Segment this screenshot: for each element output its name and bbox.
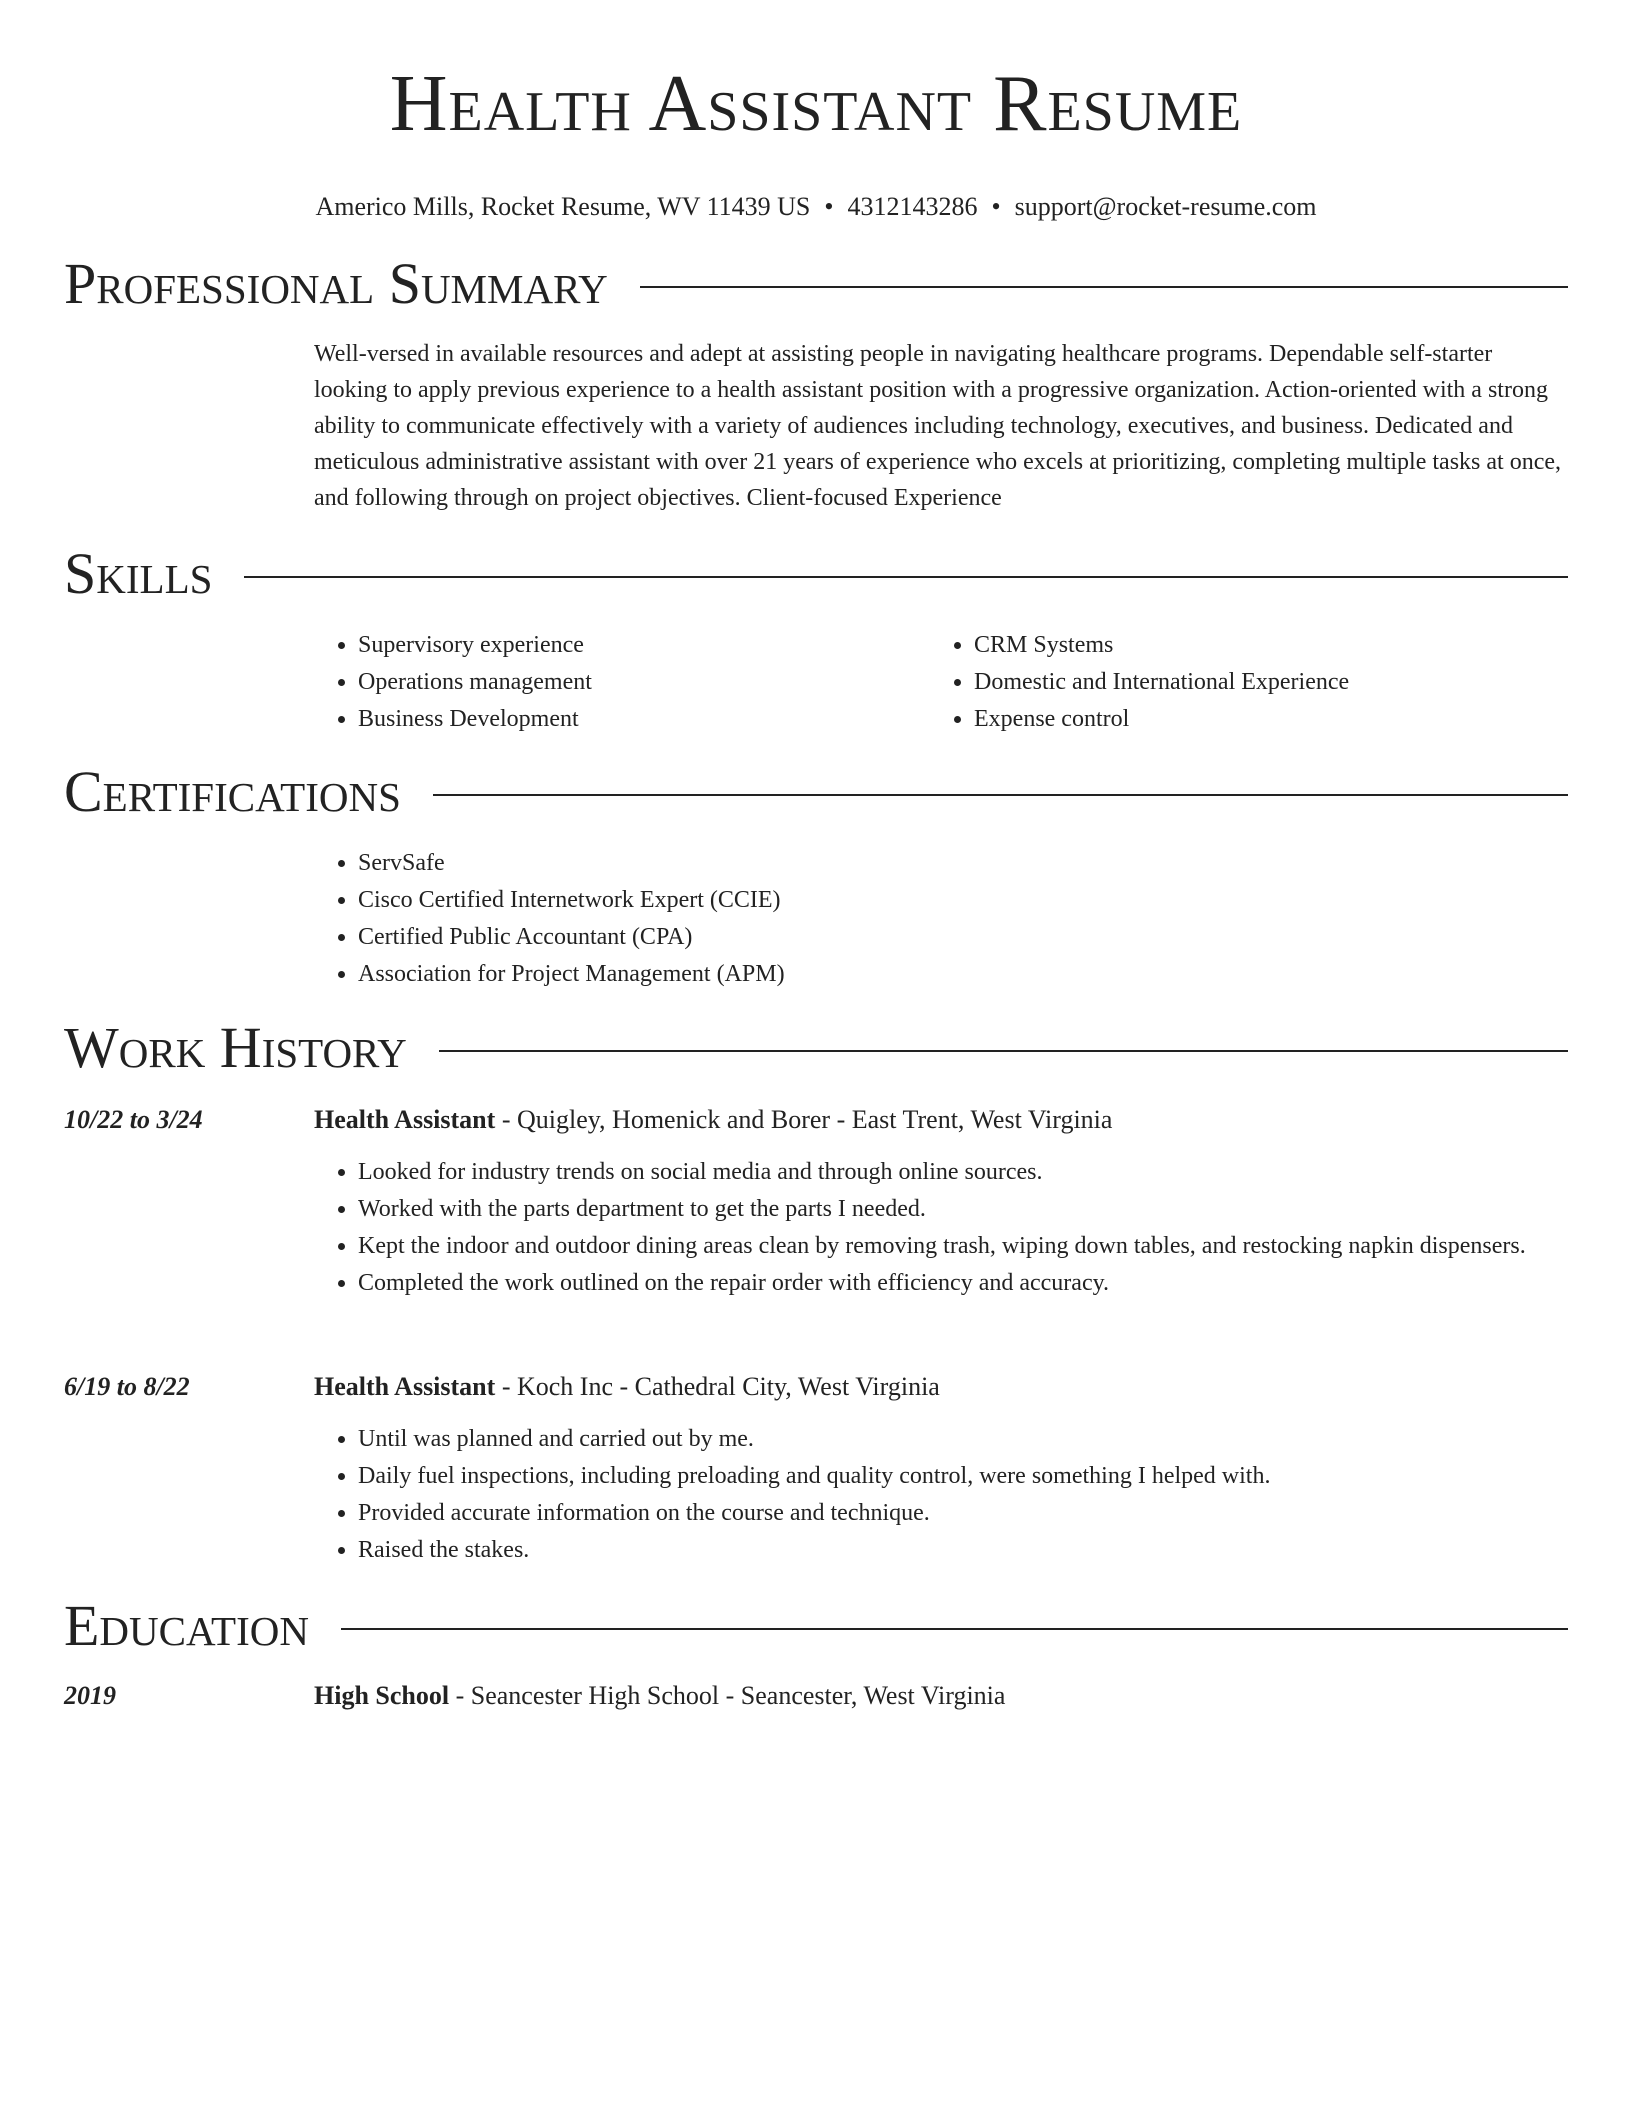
job-title: Health Assistant	[314, 1105, 496, 1134]
job-heading	[314, 1104, 1112, 1136]
section-education	[64, 1594, 1568, 1658]
section-heading: Professional Summary	[64, 251, 608, 316]
education-school-location: - Seancester High School - Seancester, West Virginia	[449, 1681, 1006, 1710]
job-title: Health Assistant	[314, 1372, 496, 1401]
job-bullet: • Provided accurate information on the course and technique.	[358, 1495, 1548, 1532]
job-dates: 6/19 to 8/22	[64, 1372, 190, 1401]
skill-item: • Operations management	[358, 664, 918, 701]
certification-item: • Certified Public Accountant (CPA)	[358, 919, 1558, 956]
job-bullet: • Daily fuel inspections, including preloading and quality control, were something I helped with.	[358, 1458, 1548, 1495]
section-divider	[640, 286, 1568, 288]
section-heading: Education	[64, 1593, 309, 1658]
contact-separator: •	[991, 192, 1001, 221]
job-bullet: • Looked for industry trends on social media and through online sources.	[358, 1154, 1548, 1191]
skills-list-right	[930, 627, 1574, 738]
section-work-history	[64, 1016, 1568, 1080]
contact-line	[0, 191, 1632, 223]
job-dates: 10/22 to 3/24	[64, 1105, 203, 1134]
job-heading	[314, 1371, 940, 1403]
job-bullet: • Completed the work outlined on the repair order with efficiency and accuracy.	[358, 1265, 1548, 1302]
summary-text: Well-versed in available resources and adept at assisting people in navigating healthcare programs. Dependable self-starter looking to apply previous experience to a health assistant position with a progressive organization. Action-oriented with a strong ability to communicate effectively with a variety of audiences including technology, executives, and business. Dedicated and meticulous administrative assistant with over 21 years of experience who excels at prioritizing, completing multiple tasks at once, and following through on project objectives. Client-focused Experience	[314, 341, 1561, 511]
section-professional-summary	[64, 252, 1568, 316]
job-bullet: • Worked with the parts department to get the parts I needed.	[358, 1191, 1548, 1228]
education-year: 2019	[64, 1681, 116, 1710]
resume-title: Health Assistant Resume	[389, 60, 1243, 148]
job-employer-location: - Quigley, Homenick and Borer - East Trent, West Virginia	[495, 1105, 1113, 1134]
section-divider	[341, 1628, 1568, 1630]
section-divider	[244, 576, 1568, 578]
skill-item: • Expense control	[974, 701, 1574, 738]
skills-list-left	[314, 627, 918, 738]
section-heading: Work History	[64, 1015, 407, 1080]
certifications-list	[314, 845, 1558, 993]
education-degree: High School	[314, 1681, 450, 1710]
section-heading: Certifications	[64, 759, 401, 824]
section-certifications	[64, 760, 1568, 824]
section-heading: Skills	[64, 541, 213, 606]
skill-item: • CRM Systems	[974, 627, 1574, 664]
contact-phone: 4312143286	[847, 192, 978, 221]
job-bullets	[314, 1154, 1548, 1302]
job-bullets	[314, 1421, 1548, 1569]
job-bullet: • Raised the stakes.	[358, 1532, 1548, 1569]
section-divider	[439, 1050, 1568, 1052]
section-divider	[433, 794, 1568, 796]
certification-item: • Association for Project Management (APM)	[358, 956, 1558, 993]
certification-item: • Cisco Certified Internetwork Expert (CCIE)	[358, 882, 1558, 919]
skill-item: • Domestic and International Experience	[974, 664, 1574, 701]
skill-item: • Supervisory experience	[358, 627, 918, 664]
contact-address: Americo Mills, Rocket Resume, WV 11439 US	[315, 192, 811, 221]
resume-header	[0, 0, 1632, 223]
contact-email: support@rocket-resume.com	[1014, 192, 1317, 221]
certification-item: • ServSafe	[358, 845, 1558, 882]
skill-item: • Business Development	[358, 701, 918, 738]
job-employer-location: - Koch Inc - Cathedral City, West Virginia	[495, 1372, 940, 1401]
job-bullet: • Kept the indoor and outdoor dining areas clean by removing trash, wiping down tables, and restocking napkin dispensers.	[358, 1228, 1548, 1265]
contact-separator: •	[824, 192, 834, 221]
section-skills	[64, 542, 1568, 606]
job-bullet: • Until was planned and carried out by me.	[358, 1421, 1548, 1458]
education-heading	[314, 1680, 1005, 1712]
